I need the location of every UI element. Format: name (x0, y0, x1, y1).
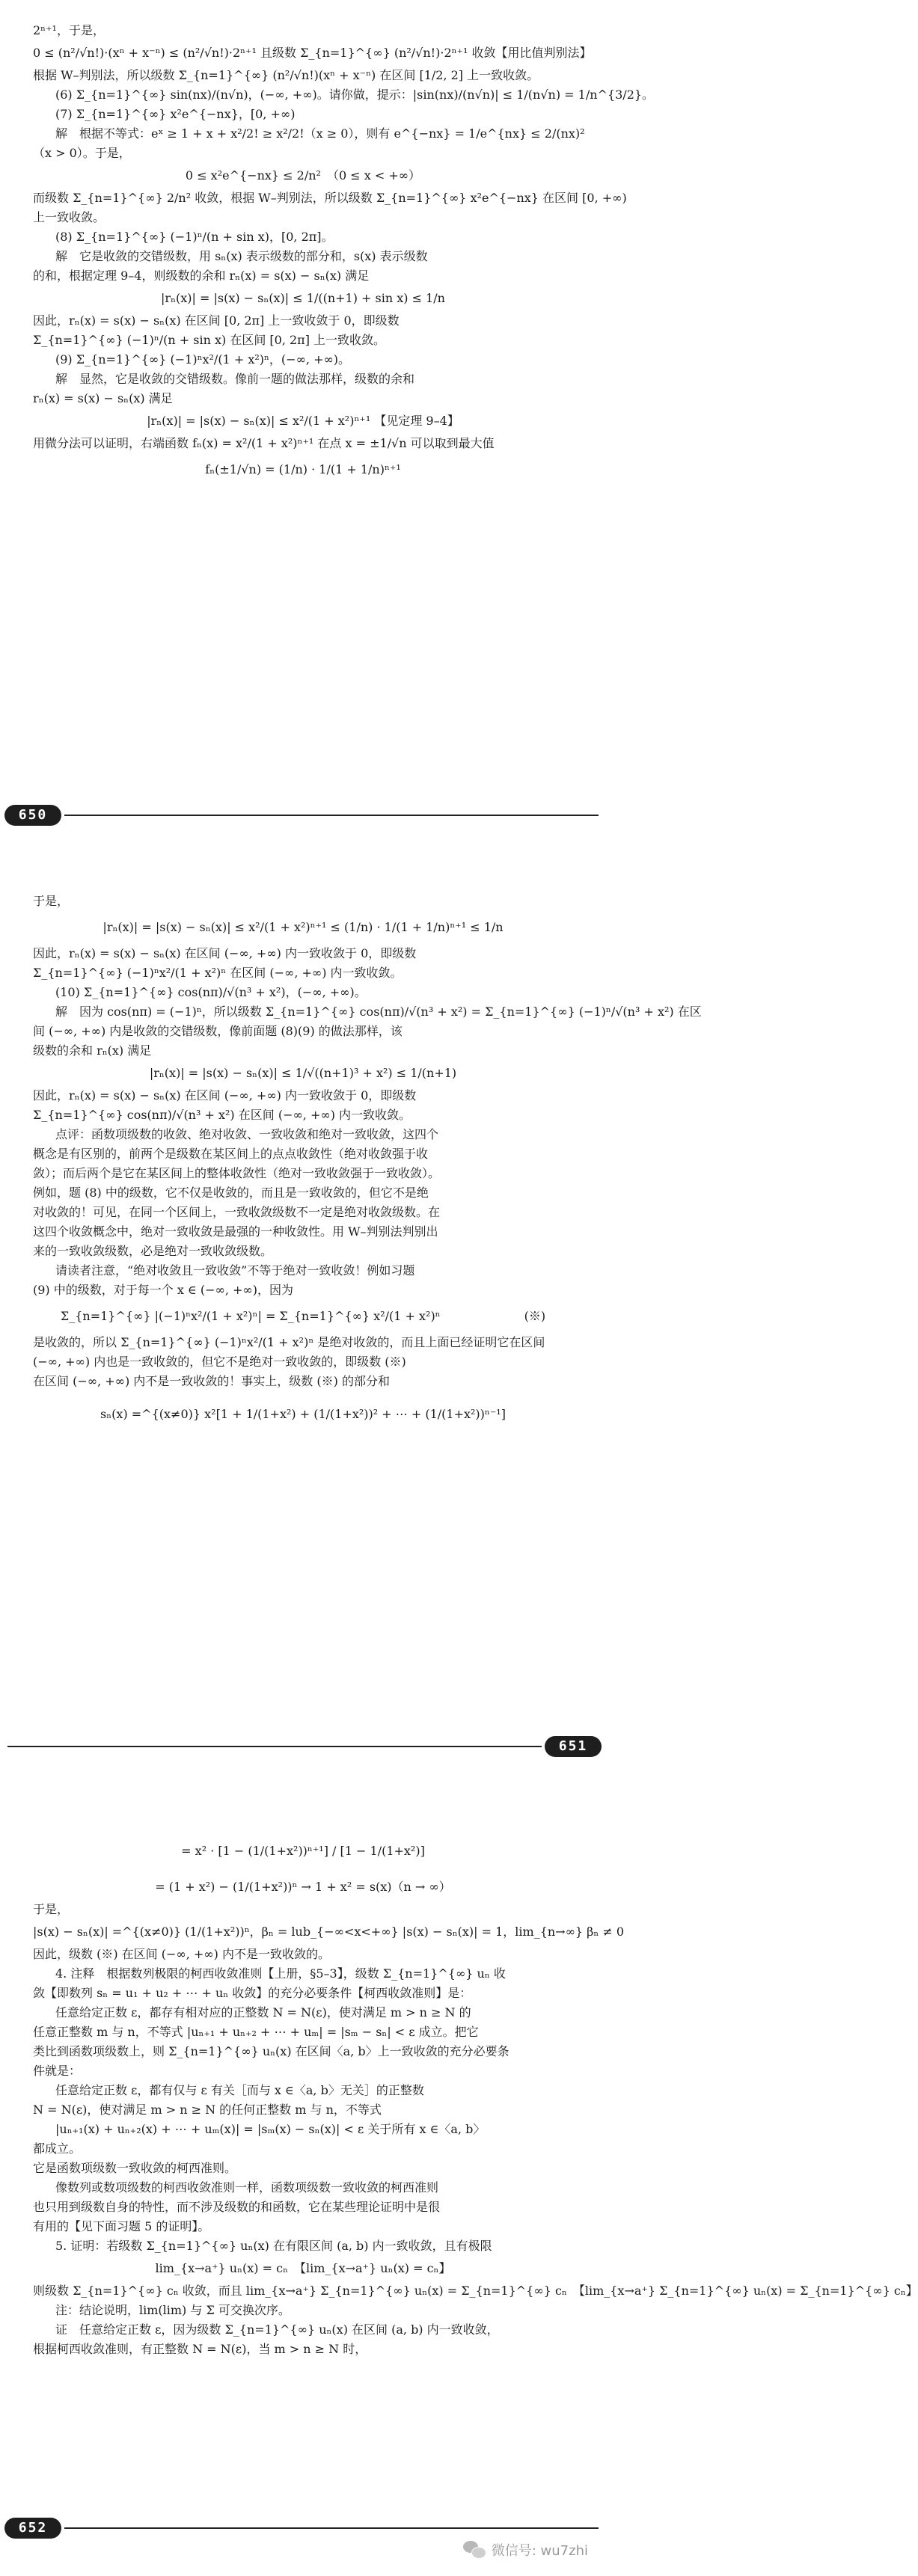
text-line: 在区间 (−∞, +∞) 内不是一致收敛的！事实上，级数 (※) 的部分和 (33, 1374, 390, 1388)
text-line: 注：结论说明，lim(lim) 与 Σ 可交换次序。 (55, 2303, 290, 2317)
page-651 (0, 883, 702, 1773)
text-line: (9) 中的级数，对于每一个 x ∈ (−∞, +∞)，因为 (33, 1283, 294, 1297)
footer-rule (7, 1746, 542, 1747)
text-line: |rₙ(x)| = |s(x) − sₙ(x)| ≤ x²/(1 + x²)ⁿ⁺¹ 【见定理 9–4】 (147, 414, 459, 428)
text-line: 任意正整数 m 与 n，不等式 |uₙ₊₁ + uₙ₊₂ + ⋯ + uₘ| = |sₘ − sₙ| < ε 成立。把它 (33, 2025, 479, 2039)
text-line: （x > 0）。于是， (33, 146, 131, 160)
text-line: 它是函数项级数一致收敛的柯西准则。 (33, 2161, 237, 2175)
text-line: rₙ(x) = s(x) − sₙ(x) 满足 (33, 391, 173, 405)
page-652-text (33, 1828, 918, 2359)
text-line: 5. 证明：若级数 Σ_{n=1}^{∞} uₙ(x) 在有限区间 (a, b) 内一致收敛，且有极限 (55, 2239, 492, 2253)
page-652 (0, 1818, 918, 2576)
text-line: 的和，根据定理 9–4，则级数的余和 rₙ(x) = s(x) − sₙ(x) 满足 (33, 269, 370, 283)
text-line: 例如，题 (8) 中的级数，它不仅是收敛的，而且是一致收敛的，但它不是绝 (33, 1186, 429, 1200)
text-line: 用微分法可以证明，右端函数 fₙ(x) = x²/(1 + x²)ⁿ⁺¹ 在点 x = ±1/√n 可以取到最大值 (33, 436, 495, 450)
text-line: 而级数 Σ_{n=1}^{∞} 2/n² 收敛，根据 W–判别法，所以级数 Σ_{n=1}^{∞} x²e^{−nx} 在区间 [0, +∞) (33, 191, 627, 205)
text-line: = x² · [1 − (1/(1+x²))ⁿ⁺¹] / [1 − 1/(1+x²)] (181, 1844, 425, 1858)
watermark-text: 微信号: wu7zhi (491, 2543, 588, 2559)
page-651-footer (0, 1732, 606, 1761)
text-line: 对收敛的！可见，在同一个区间上，一致收敛级数不一定是绝对收敛级数。在 (33, 1205, 441, 1219)
text-line: 敛）；而后两个是它在某区间上的整体收敛性（绝对一致收敛强于一致收敛）。 (33, 1166, 441, 1180)
text-line: 敛【即数列 sₙ = u₁ + u₂ + ⋯ + uₙ 收敛】的充分必要条件【柯西收敛准则】是： (33, 1986, 472, 2000)
text-line: 因此，级数 (※) 在区间 (−∞, +∞) 内不是一致收敛的。 (33, 1947, 330, 1961)
page-number-650: 650 (4, 805, 61, 826)
text-line: |rₙ(x)| = |s(x) − sₙ(x)| ≤ x²/(1 + x²)ⁿ⁺¹ ≤ (1/n) · 1/(1 + 1/n)ⁿ⁺¹ ≤ 1/n (102, 920, 504, 934)
text-line: Σ_{n=1}^{∞} (−1)ⁿ/(n + sin x) 在区间 [0, 2π] 上一致收敛。 (33, 333, 386, 347)
wechat-watermark (463, 2540, 588, 2560)
text-line: 解 根据不等式：eˣ ≥ 1 + x + x²/2! ≥ x²/2!（x ≥ 0），则有 e^{−nx} = 1/e^{nx} ≤ 2/(nx)² (55, 126, 585, 141)
footer-rule (64, 815, 599, 816)
text-line: 也只用到级数自身的特性，而不涉及级数的和函数，它在某些理论证明中是很 (33, 2200, 441, 2214)
text-line: |uₙ₊₁(x) + uₙ₊₂(x) + ⋯ + uₘ(x)| = |sₘ(x) − sₙ(x)| < ε 关于所有 x ∈〈a, b〉 (55, 2122, 486, 2136)
text-line: lim_{x→a⁺} uₙ(x) = cₙ 【lim_{x→a⁺} uₙ(x) = cₙ】 (155, 2261, 451, 2275)
text-line: |rₙ(x)| = |s(x) − sₙ(x)| ≤ 1/((n+1) + sin x) ≤ 1/n (161, 291, 445, 305)
text-line: 于是， (33, 894, 70, 908)
text-line: 0 ≤ x²e^{−nx} ≤ 2/n² （0 ≤ x < +∞） (185, 168, 421, 183)
page-number-652: 652 (4, 2518, 61, 2539)
text-line: sₙ(x) =^{(x≠0)} x²[1 + 1/(1+x²) + (1/(1+x²))² + ⋯ + (1/(1+x²))ⁿ⁻¹] (100, 1407, 506, 1421)
text-line: 任意给定正数 ε，都有仅与 ε 有关［而与 x ∈〈a, b〉无关］的正整数 (55, 2083, 424, 2097)
text-line: 件就是： (33, 2064, 82, 2078)
text-line: 间 (−∞, +∞) 内是收敛的交错级数，像前面题 (8)(9) 的做法那样，该 (33, 1024, 403, 1038)
text-line: 根据柯西收敛准则，有正整数 N = N(ε)，当 m > n ≥ N 时， (33, 2342, 367, 2356)
text-line: Σ_{n=1}^{∞} cos(nπ)/√(n³ + x²) 在区间 (−∞, +∞) 内一致收敛。 (33, 1108, 411, 1122)
text-line: 4. 注释 根据数列极限的柯西收敛准则【上册，§5–3】，级数 Σ_{n=1}^{∞} uₙ 收 (55, 1966, 506, 1981)
text-line: 请读者注意，“绝对收敛且一致收敛”不等于绝对一致收敛！例如习题 (55, 1263, 415, 1278)
text-line: N = N(ε)，使对满足 m > n ≥ N 的任何正整数 m 与 n，不等式 (33, 2103, 382, 2117)
text-line: |s(x) − sₙ(x)| =^{(x≠0)} (1/(1+x²))ⁿ，βₙ = lub_{−∞<x<+∞} |s(x) − sₙ(x)| = 1，lim_{n→∞} βₙ ≠ 0 (33, 1925, 625, 1939)
text-line: 则级数 Σ_{n=1}^{∞} cₙ 收敛，而且 lim_{x→a⁺} Σ_{n=1}^{∞} uₙ(x) = Σ_{n=1}^{∞} cₙ 【lim_{x→a⁺} Σ_{n=1}^{∞} uₙ(x) = Σ_{n=1}^{∞} cₙ】 (33, 2284, 918, 2298)
text-line: 是收敛的，所以 Σ_{n=1}^{∞} (−1)ⁿx²/(1 + x²)ⁿ 是绝对收敛的，而且上面已经证明它在区间 (33, 1335, 545, 1349)
page-650-text (33, 21, 655, 486)
wechat-icon (463, 2541, 486, 2559)
text-line: 解 因为 cos(nπ) = (−1)ⁿ，所以级数 Σ_{n=1}^{∞} cos(nπ)/√(n³ + x²) = Σ_{n=1}^{∞} (−1)ⁿ/√(n³ + x²) 在区 (55, 1005, 702, 1019)
text-line: fₙ(±1/√n) = (1/n) · 1/(1 + 1/n)ⁿ⁺¹ (205, 462, 401, 476)
text-line: (6) Σ_{n=1}^{∞} sin(nx)/(n√n)，(−∞, +∞)。请你做，提示：|sin(nx)/(n√n)| ≤ 1/(n√n) = 1/n^{3/2}。 (55, 88, 655, 102)
text-line: 类比到函数项级数上，则 Σ_{n=1}^{∞} uₙ(x) 在区间〈a, b〉上一致收敛的充分必要条 (33, 2044, 510, 2058)
page-652-footer (0, 2513, 606, 2543)
text-line: 解 显然，它是收敛的交错级数。像前一题的做法那样，级数的余和 (55, 372, 415, 386)
text-line: 任意给定正数 ε，都存有相对应的正整数 N = N(ε)，使对满足 m > n ≥ N 的 (55, 2005, 471, 2020)
text-line: Σ_{n=1}^{∞} |(−1)ⁿx²/(1 + x²)ⁿ| = Σ_{n=1}^{∞} x²/(1 + x²)ⁿ (※) (60, 1309, 546, 1323)
text-line: 有用的【见下面习题 5 的证明】。 (33, 2219, 210, 2233)
text-line: 都成立。 (33, 2141, 82, 2156)
text-line: (10) Σ_{n=1}^{∞} cos(nπ)/√(n³ + x²)，(−∞, +∞)。 (55, 985, 367, 999)
text-line: (9) Σ_{n=1}^{∞} (−1)ⁿx²/(1 + x²)ⁿ，(−∞, +∞)。 (55, 352, 351, 367)
text-line: 点评：函数项级数的收敛、绝对收敛、一致收敛和绝对一致收敛，这四个 (55, 1127, 439, 1141)
text-line: 因此，rₙ(x) = s(x) − sₙ(x) 在区间 [0, 2π] 上一致收敛于 0，即级数 (33, 313, 400, 328)
text-line: 上一致收敛。 (33, 210, 105, 224)
text-line: 这四个收敛概念中，绝对一致收敛是最强的一种收敛性。用 W–判别法判别出 (33, 1224, 438, 1239)
footer-rule (64, 2527, 599, 2529)
text-line: |rₙ(x)| = |s(x) − sₙ(x)| ≤ 1/√((n+1)³ + x²) ≤ 1/(n+1) (149, 1066, 457, 1080)
text-line: 解 它是收敛的交错级数，用 sₙ(x) 表示级数的部分和，s(x) 表示级数 (55, 249, 428, 263)
text-line: 证 任意给定正数 ε，因为级数 Σ_{n=1}^{∞} uₙ(x) 在区间 (a, b) 内一致收敛， (55, 2322, 499, 2337)
text-line: (7) Σ_{n=1}^{∞} x²e^{−nx}，[0, +∞) (55, 107, 296, 121)
text-line: 于是， (33, 1902, 70, 1916)
text-line: 级数的余和 rₙ(x) 满足 (33, 1043, 152, 1058)
page-650-footer (0, 800, 606, 830)
text-line: 来的一致收敛级数，必是绝对一致收敛级数。 (33, 1244, 273, 1258)
page-651-text (33, 892, 702, 1438)
page-650 (0, 0, 655, 838)
text-line: 像数列或数项级数的柯西收敛准则一样，函数项级数一致收敛的柯西准则 (55, 2180, 439, 2195)
text-line: 概念是有区别的，前两个是级数在某区间上的点点收敛性（绝对收敛强于收 (33, 1147, 429, 1161)
text-line: Σ_{n=1}^{∞} (−1)ⁿx²/(1 + x²)ⁿ 在区间 (−∞, +∞) 内一致收敛。 (33, 966, 403, 980)
text-line: (−∞, +∞) 内也是一致收敛的，但它不是绝对一致收敛的，即级数 (※) (33, 1355, 406, 1369)
page-number-651: 651 (545, 1736, 602, 1757)
text-line: (8) Σ_{n=1}^{∞} (−1)ⁿ/(n + sin x)，[0, 2π]。 (55, 230, 334, 244)
text-line: 2ⁿ⁺¹，于是， (33, 23, 105, 37)
text-line: 因此，rₙ(x) = s(x) − sₙ(x) 在区间 (−∞, +∞) 内一致收敛于 0，即级数 (33, 946, 417, 960)
text-line: 根据 W–判别法，所以级数 Σ_{n=1}^{∞} (n²/√n!)(xⁿ + x⁻ⁿ) 在区间 [1/2, 2] 上一致收敛。 (33, 68, 539, 82)
text-line: 因此，rₙ(x) = s(x) − sₙ(x) 在区间 (−∞, +∞) 内一致收敛于 0，即级数 (33, 1088, 417, 1103)
text-line: 0 ≤ (n²/√n!)·(xⁿ + x⁻ⁿ) ≤ (n²/√n!)·2ⁿ⁺¹ 且级数 Σ_{n=1}^{∞} (n²/√n!)·2ⁿ⁺¹ 收敛【用比值判别法】 (33, 46, 592, 60)
text-line: = (1 + x²) − (1/(1+x²))ⁿ → 1 + x² = s(x)（n → ∞） (155, 1880, 451, 1894)
